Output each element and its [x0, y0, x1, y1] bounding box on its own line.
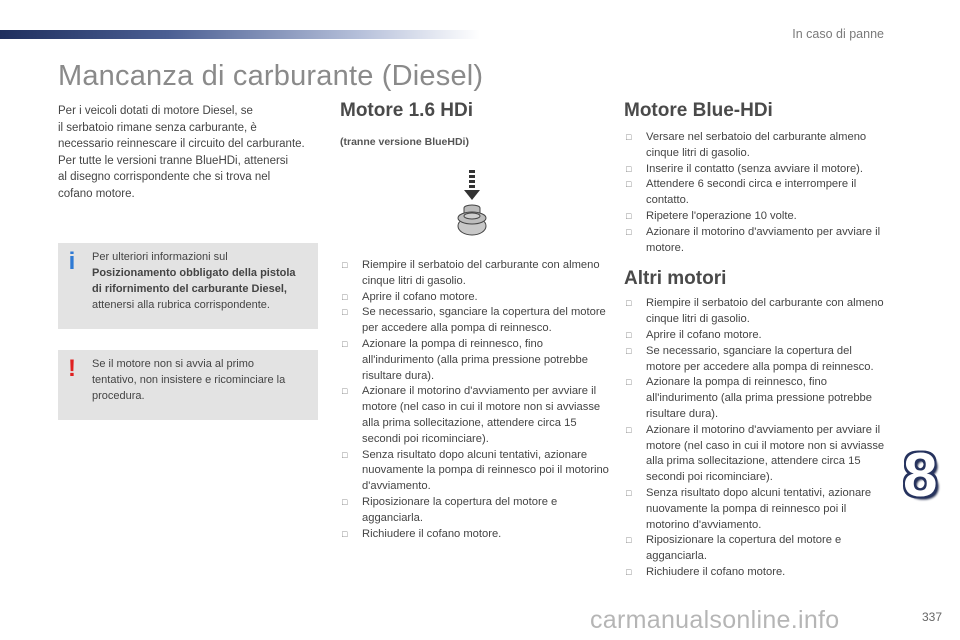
step-text: Se necessario, sganciare la copertura del motore per accedere alla pompa di reinnesco. — [646, 344, 874, 373]
step-item — [340, 258, 610, 290]
step-item — [624, 423, 889, 486]
step-item — [624, 344, 889, 376]
info-bold-text: di rifornimento del carburante Diesel, — [92, 283, 287, 295]
intro-line: Per i veicoli dotati di motore Diesel, se — [58, 105, 253, 117]
checkbox-bullet-icon: □ — [342, 260, 348, 270]
step-text: Aprire il cofano motore. — [362, 290, 478, 303]
info-box — [58, 243, 318, 329]
checkbox-bullet-icon: □ — [626, 566, 632, 577]
checkbox-bullet-icon: □ — [342, 528, 348, 539]
step-item — [340, 290, 610, 306]
step-item — [624, 177, 889, 209]
step-item — [624, 486, 889, 533]
checkbox-bullet-icon: □ — [342, 307, 348, 318]
checkbox-bullet-icon: □ — [342, 449, 348, 460]
step-text: Richiudere il cofano motore. — [362, 527, 502, 540]
intro-line: cofano motore. — [58, 187, 135, 200]
checkbox-bullet-icon: □ — [626, 377, 632, 388]
warning-text: procedura. — [92, 390, 145, 402]
header-color-bar — [0, 30, 480, 39]
step-text: Azionare il motorino d'avviamento per avviare il motore. — [646, 225, 881, 254]
checkbox-bullet-icon: □ — [626, 298, 632, 309]
motor-16-section — [340, 100, 610, 542]
checkbox-bullet-icon: □ — [626, 132, 632, 142]
checkbox-bullet-icon: □ — [342, 496, 348, 507]
motor-16-steps — [340, 258, 610, 542]
motor-16-subtitle: (tranne versione BlueHDi) — [340, 136, 469, 148]
checkbox-bullet-icon: □ — [342, 386, 348, 397]
step-item — [624, 328, 889, 344]
step-text: Riposizionare la copertura del motore e agganciarla. — [646, 534, 842, 563]
step-item — [624, 375, 889, 422]
checkbox-bullet-icon: □ — [626, 226, 632, 237]
other-motors-title: Altri motori — [624, 268, 727, 290]
step-text: Senza risultato dopo alcuni tentativi, azionare nuovamente la pompa di reinnesco poi il motorino d'avviamento. — [362, 448, 609, 493]
warning-box — [58, 350, 318, 420]
info-bold-text: Posizionamento obbligato della pistola — [92, 267, 296, 279]
step-text: Versare nel serbatoio del carburante almeno cinque litri di gasolio. — [646, 131, 867, 159]
checkbox-bullet-icon: □ — [626, 535, 632, 546]
page-title: Mancanza di carburante (Diesel) — [58, 60, 484, 92]
step-item — [340, 384, 610, 447]
step-text: Inserire il contatto (senza avviare il motore). — [646, 162, 863, 175]
step-item — [340, 305, 610, 337]
step-item — [624, 225, 889, 257]
step-text: Azionare il motorino d'avviamento per avviare il motore (nel caso in cui il motore non si avviasse alla prima sollecitazione, attendere circa 15 secondi poi ricominciare). — [362, 385, 601, 445]
step-text: Ripetere l'operazione 10 volte. — [646, 209, 797, 222]
intro-line: Per tutte le versioni tranne BlueHDi, attenersi — [58, 154, 289, 167]
step-text: Riposizionare la copertura del motore e agganciarla. — [362, 495, 558, 524]
step-item — [340, 527, 610, 543]
step-item — [624, 130, 889, 162]
step-text: Azionare la pompa di reinnesco, fino all'indurimento (alla prima pressione potrebbe risultare dura). — [362, 337, 589, 382]
step-text: Riempire il serbatoio del carburante con almeno cinque litri di gasolio. — [362, 259, 600, 287]
checkbox-bullet-icon: □ — [626, 487, 632, 498]
step-text: Azionare la pompa di reinnesco, fino all'indurimento (alla prima pressione potrebbe risultare dura). — [646, 376, 873, 420]
checkbox-bullet-icon: □ — [626, 424, 632, 435]
step-item — [340, 337, 610, 384]
step-text: Attendere 6 secondi circa e interrompere il contatto. — [646, 178, 857, 207]
step-item — [624, 162, 889, 178]
intro-line: il serbatoio rimane senza carburante, è — [58, 121, 257, 134]
chapter-number: 8 — [903, 441, 938, 510]
warning-icon: ! — [68, 355, 76, 382]
intro-line: necessario reinnescare il circuito del carburante. — [58, 138, 305, 150]
step-text: Aprire il cofano motore. — [646, 328, 762, 341]
step-item — [624, 209, 889, 225]
motor-bluehdi-section — [624, 100, 889, 581]
step-item — [624, 565, 889, 581]
motor-bluehdi-steps — [624, 130, 889, 256]
section-header: In caso di panne — [792, 27, 884, 41]
step-text: Se necessario, sganciare la copertura del motore per accedere alla pompa di reinnesco. — [362, 306, 606, 335]
motor-bluehdi-title: Motore Blue-HDi — [624, 100, 773, 121]
info-icon: i — [68, 248, 76, 275]
checkbox-bullet-icon: □ — [626, 210, 632, 221]
info-text: Per ulteriori informazioni sul — [92, 251, 228, 263]
warning-text: Se il motore non si avvia al primo — [92, 358, 255, 370]
checkbox-bullet-icon: □ — [342, 291, 348, 302]
step-item — [624, 533, 889, 565]
step-item — [340, 448, 610, 495]
step-item — [340, 495, 610, 527]
step-text: Richiudere il cofano motore. — [646, 565, 786, 578]
watermark: carmanualsonline.info — [590, 606, 840, 634]
other-motors-steps — [624, 296, 889, 580]
checkbox-bullet-icon: □ — [626, 179, 632, 190]
step-text: Azionare il motorino d'avviamento per avviare il motore (nel caso in cui il motore non si avviasse alla prima sollecitazione, attendere circa 15 secondi poi ricominciare). — [646, 423, 885, 484]
checkbox-bullet-icon: □ — [626, 345, 632, 356]
checkbox-bullet-icon: □ — [626, 329, 632, 340]
warning-text: tentativo, non insistere e ricominciare la — [92, 374, 286, 386]
intro-paragraph — [58, 103, 324, 202]
step-item — [624, 296, 889, 328]
motor-16-title: Motore 1.6 HDi — [340, 100, 474, 121]
priming-pump-illustration — [454, 168, 490, 240]
page-number: 337 — [921, 610, 942, 624]
info-text: attenersi alla rubrica corrispondente. — [92, 299, 270, 311]
checkbox-bullet-icon: □ — [342, 338, 348, 349]
step-text: Riempire il serbatoio del carburante con almeno cinque litri di gasolio. — [646, 297, 884, 326]
step-text: Senza risultato dopo alcuni tentativi, azionare nuovamente la pompa di reinnesco poi il motorino d'avviamento. — [646, 486, 872, 531]
intro-line: al disegno corrispondente che si trova nel — [58, 171, 271, 183]
checkbox-bullet-icon: □ — [626, 163, 632, 174]
